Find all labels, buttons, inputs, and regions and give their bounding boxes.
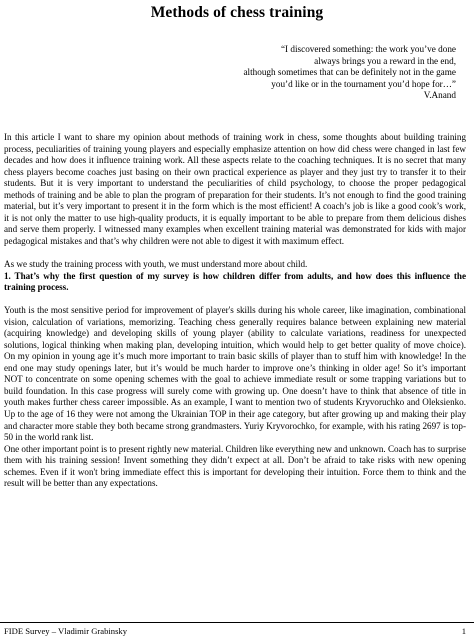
footer-source: FIDE Survey – Vladimir Grabinsky: [4, 626, 128, 636]
epigraph-line: “I discovered something: the work you’ve done: [280, 44, 456, 54]
epigraph-line: although sometimes that can be definitely not in the game: [243, 67, 456, 78]
paragraph-child-study: [4, 259, 466, 294]
paragraph-youth: Youth is the most sensitive period for improvement of player's skills during his whole career, like imagination, combinational vision, calculation of variations, memorizing. Teaching chess generally requires balance between explaining new material (acquiring knowledge) and developing skills of young player (ability to calculate variations, readiness for unexpected solutions, logical thinking when making plan, developing intuition, which would help to get better quality of move choice). On my opinion in young age it’s much more important to train basic skills of player than to stuff him with knowledge! In the end one may study openings later, but it’s would be much harder to improve one’s thinking in older age! So it’s important NOT to concentrate on some opening schemes with the goal to achieve immediate result or some trapping variations but to build foundation. In this case progress will surely come with growing up. One doesn’t have to think that absence of title in youth makes further chess career impossible. As an example, I want to mention two of students Kryvoruchko and Oleksienko. Up to the age of 16 they were not among the Ukrainian TOP in their age category, but after growing up and making their play and character more stable they both became strong grandmasters. Yuriy Kryvorochko, for example, with his rating 2697 is top-50 in the world rank list.: [4, 305, 466, 443]
epigraph-quote: [156, 44, 456, 102]
article-body: [4, 132, 466, 490]
page-footer: [4, 625, 466, 637]
epigraph-line: you’d like or in the tournament you’d hope for…”: [271, 78, 456, 89]
footer-divider: [0, 622, 474, 623]
paragraph-child-study-text: As we study the training process with youth, we must understand more about child.: [4, 258, 308, 269]
epigraph-author: V.Anand: [423, 90, 456, 101]
paragraph-intro: In this article I want to share my opinion about methods of training work in chess, some thoughts about building training process, peculiarities of training young players and especially emphasize attention on how did chess were changed in last few decades and how does it influence training work. All these aspects relate to the coaching techniques. It is no secret that many chess players become coaches just basing on their own practical experience as player and they just try to transfer it to their students. But it is very important to understand the peculiarities of child psychology, to choose the proper pedagogical methods of training and be able to plan the program of preparation for their students. It’s not enough to find the good training material, but it’s very important to present it in the form which is the most efficient! A coach’s job is like a good cook’s work, it is not only the matter to use high-quality products, it is equally important to be able to prepare from them delicious dishes and serve them properly. I witnessed many examples when excellent training material was demonstrated for kids with major pedagogical mistakes and that’s why children were not able to digest it with maximum effect.: [4, 132, 466, 246]
survey-question-1: 1. That’s why the first question of my survey is how children differ from adults, and how does this influence the training process.: [4, 270, 466, 293]
epigraph-line: always brings you a reward in the end,: [314, 55, 456, 66]
page-title: Methods of chess training: [150, 4, 324, 21]
page-number: 1: [461, 626, 466, 636]
paragraph-new-material: One other important point is to present rightly new material. Children like everything new and unknown. Coach has to surprise them with his training session! Invent something they didn’t expect at all. Don’t be afraid to take risks with new opening schemes. Even if it won't bring immediate effect this is important for developing their intuition. Force them to think and the result will be better than any expectations.: [4, 443, 466, 489]
